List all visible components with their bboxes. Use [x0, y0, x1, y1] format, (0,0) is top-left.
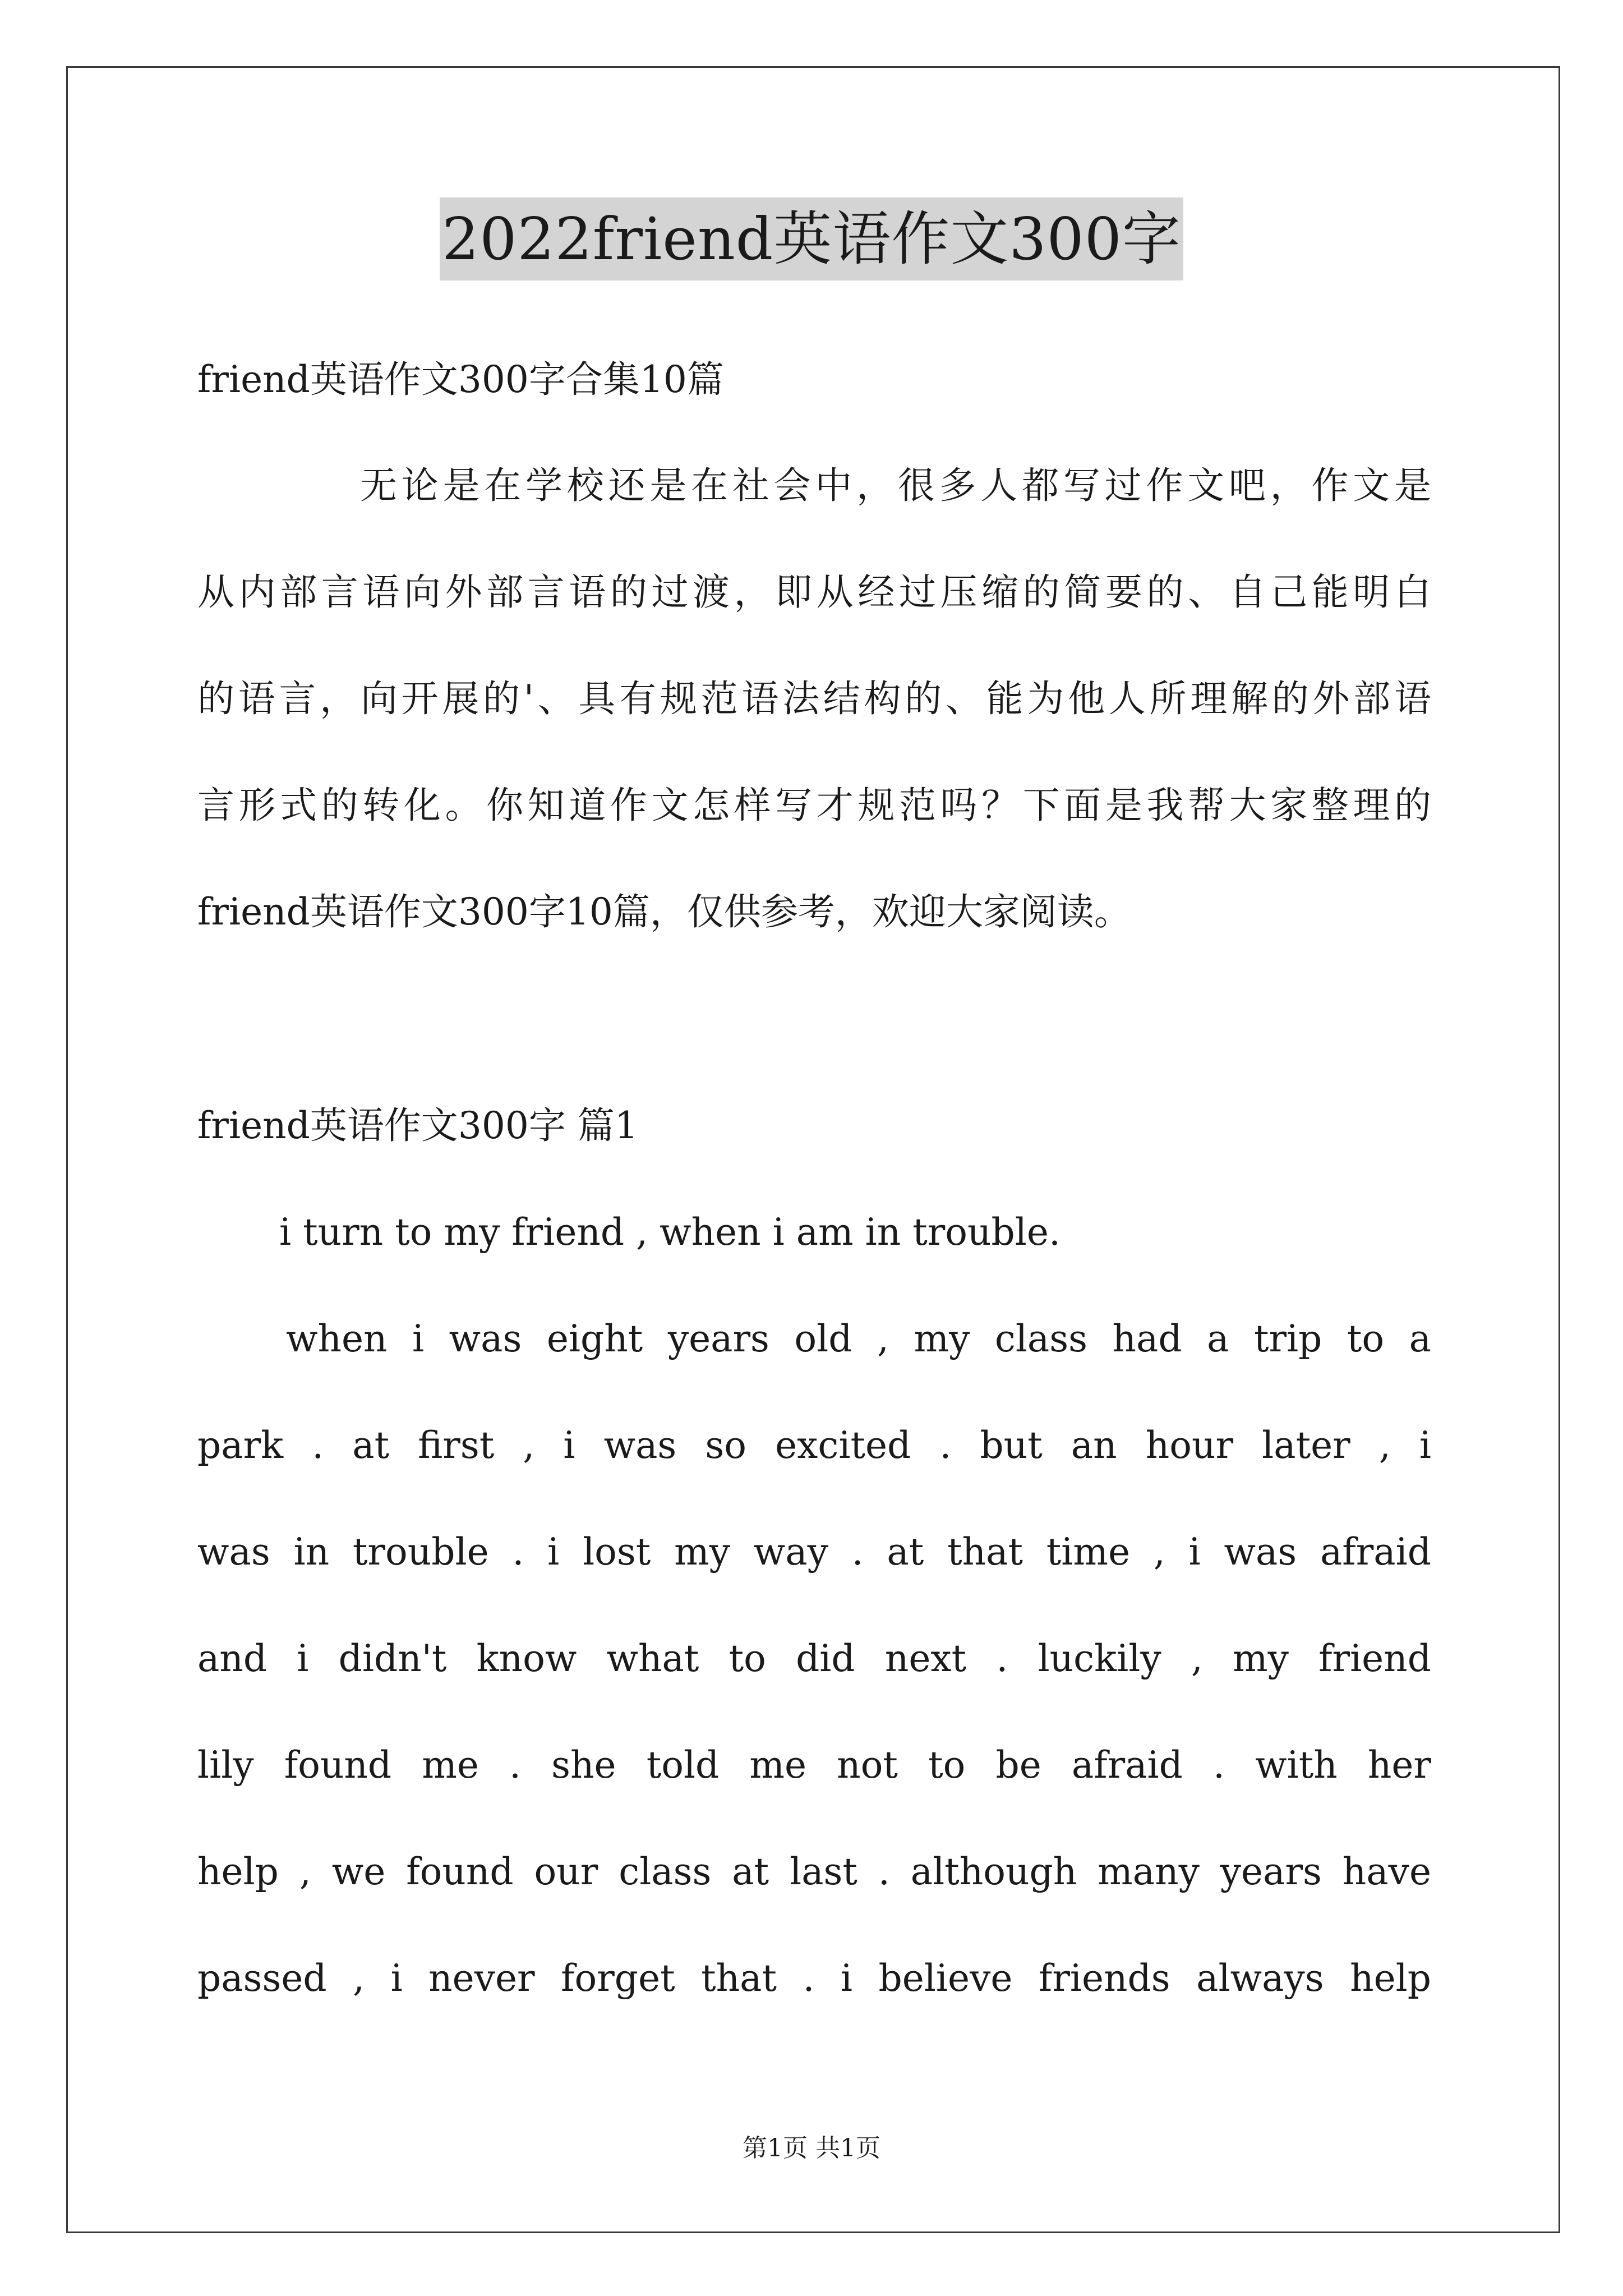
intro-line-1: 无论是在学校还是在社会中，很多人都写过作文吧，作文是 [360, 464, 1431, 507]
essay-line-1: i turn to my friend , when i am in trouble. [279, 1211, 1061, 1254]
page-footer: 第1页 共1页 [743, 2134, 880, 2162]
document-subtitle: friend英语作文300字合集10篇 [197, 358, 724, 401]
intro-line-2: 从内部言语向外部言语的过渡，即从经过压缩的简要的、自己能明白 [197, 570, 1431, 614]
essay-line-2: when i was eight years old , my class had a trip to a [286, 1317, 1431, 1360]
essay-line-3: park . at first , i was so excited . but an hour later , i [197, 1424, 1431, 1467]
intro-line-3: 的语言，向开展的'、具有规范语法结构的、能为他人所理解的外部语 [197, 677, 1431, 720]
section-heading: friend英语作文300字 篇1 [197, 1104, 638, 1147]
intro-line-4: 言形式的转化。你知道作文怎样写才规范吗？下面是我帮大家整理的 [197, 784, 1431, 827]
essay-line-8: passed , i never forget that . i believe friends always help [197, 1957, 1431, 2000]
title-container [0, 197, 1623, 280]
essay-line-4: was in trouble . i lost my way . at that time , i was afraid [197, 1530, 1431, 1573]
document-title: 2022friend英语作文300字 [440, 197, 1183, 280]
intro-line-5: friend英语作文300字10篇，仅供参考，欢迎大家阅读。 [197, 890, 1131, 933]
essay-line-5: and i didn't know what to did next . luckily , my friend [197, 1637, 1431, 1680]
essay-line-7: help , we found our class at last . although many years have [197, 1850, 1431, 1893]
essay-line-6: lily found me . she told me not to be afraid . with her [197, 1743, 1431, 1787]
